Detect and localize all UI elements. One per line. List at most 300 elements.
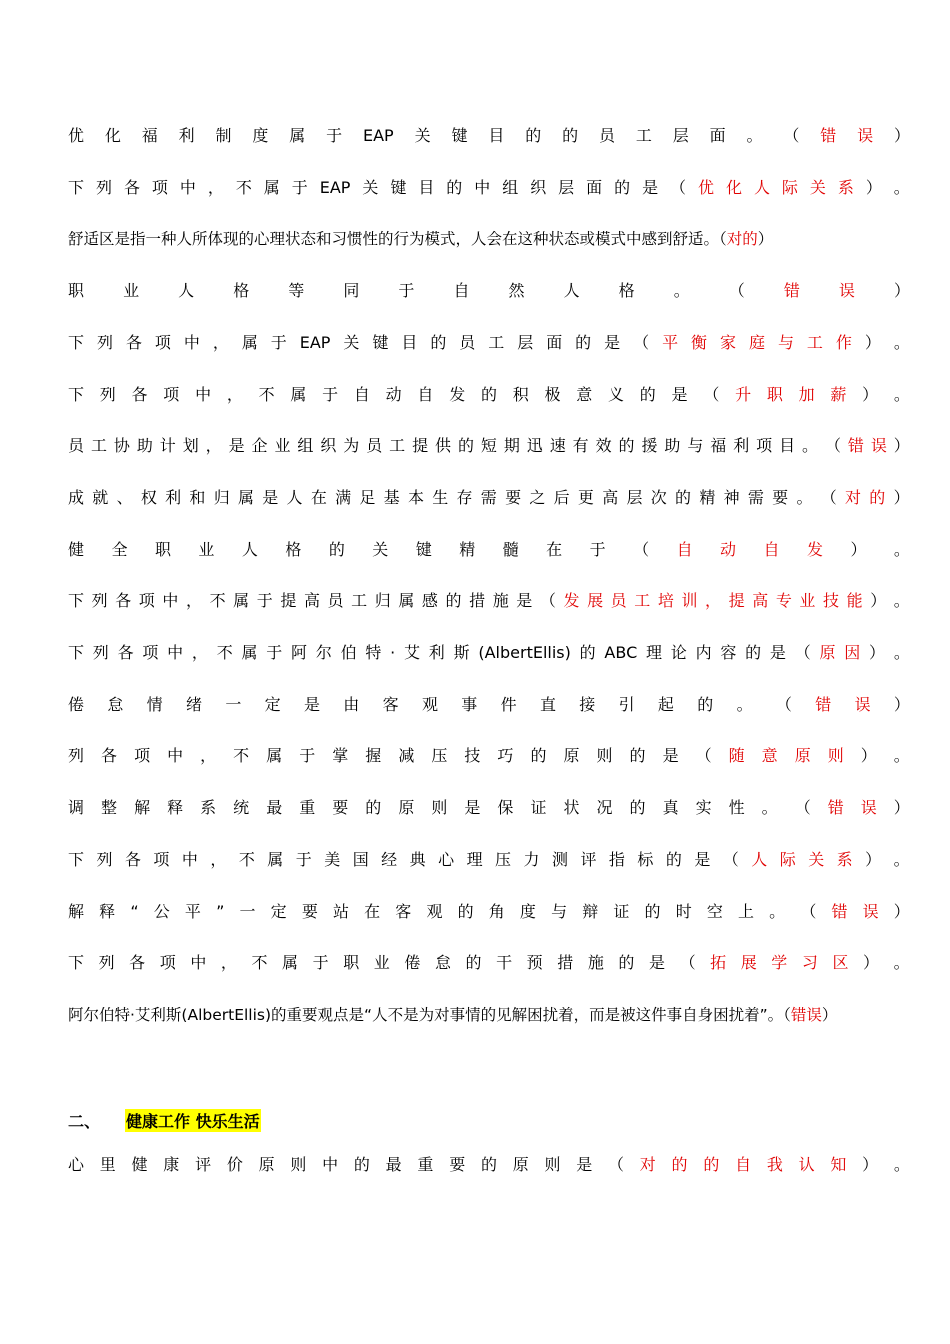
question-char: 下: [68, 384, 85, 404]
question-char: 的: [618, 953, 635, 973]
question-char: 是: [516, 591, 533, 611]
question-char: 的: [365, 798, 382, 818]
question-char: 福: [710, 436, 727, 456]
question-char: 职: [343, 953, 360, 973]
question-char: 属: [266, 746, 283, 766]
answer-char: 的: [671, 1155, 688, 1174]
question-char: 各: [117, 643, 134, 662]
question-char: 关: [414, 126, 431, 145]
question-char: 划: [182, 436, 199, 456]
question-char: 层: [558, 177, 575, 197]
question-char: 件: [500, 694, 517, 714]
question-char: 项: [134, 746, 151, 766]
answer-char: 发: [806, 539, 823, 559]
answer-char: 作: [835, 332, 852, 352]
answer-char: 意: [761, 746, 778, 766]
question-char: 高: [602, 487, 619, 507]
question-char: 原: [512, 1155, 529, 1174]
question-char: 的: [644, 901, 661, 921]
answer-char: 培: [657, 591, 674, 611]
question-char: 措: [469, 591, 486, 611]
question-char: 提: [412, 436, 429, 456]
answer-char: 错: [815, 694, 832, 714]
question-char: 中: [181, 849, 198, 869]
question-char: 尔: [315, 643, 332, 662]
question-char: 引: [618, 694, 635, 714]
answer-char: 则: [827, 746, 844, 766]
answer-char: 原: [819, 643, 836, 662]
question-char: 需: [480, 487, 497, 507]
question-char: 计: [159, 436, 176, 456]
question-char: 化: [104, 126, 121, 145]
question-char: 不: [235, 177, 252, 197]
question-char: 的: [430, 332, 447, 352]
question-char: ）: [869, 643, 886, 662]
answer-char: 因: [844, 643, 861, 662]
question-char: 中: [195, 384, 212, 404]
question-char: 各: [129, 953, 146, 973]
question-char: 效: [595, 436, 612, 456]
question-char: 倦: [68, 694, 85, 714]
question-char: 是: [671, 384, 688, 404]
question-char: 时: [675, 901, 692, 921]
question-char: 的: [562, 126, 579, 145]
answer-char: 系: [837, 177, 854, 197]
question-char: 面: [546, 332, 563, 352]
question-char: 员: [598, 126, 615, 145]
question-char: 。: [893, 1155, 910, 1174]
question-line: [68, 741, 910, 771]
question-char: 键: [390, 177, 407, 197]
question-char: 要: [449, 1155, 466, 1174]
question-char: 项: [163, 384, 180, 404]
answer-char: 工: [806, 332, 823, 352]
question-char: 工: [351, 591, 368, 611]
question-char: EAP: [299, 332, 331, 352]
question-char: 工: [389, 436, 406, 456]
question-char: 目: [418, 177, 435, 197]
answer-char: 自: [676, 539, 693, 559]
question-char: 职: [154, 539, 171, 559]
answer-char: 展: [740, 953, 757, 973]
question-char: 的: [745, 643, 762, 662]
question-char: 精: [699, 487, 716, 507]
question-char: 于: [266, 643, 283, 662]
question-char: 下: [68, 332, 85, 352]
question-char: 列: [68, 746, 85, 766]
question-char: 。: [673, 281, 690, 301]
question-char: 状: [563, 798, 580, 818]
question-char: 施: [587, 953, 604, 973]
question-char: 在: [364, 901, 381, 921]
question-char: 典: [409, 849, 426, 869]
question-char: 。: [893, 384, 910, 404]
question-char: 于: [295, 849, 312, 869]
question-char: 。: [893, 332, 910, 352]
answer-char: ，: [705, 591, 722, 611]
question-char: 怠: [107, 694, 124, 714]
question-char: 工: [488, 332, 505, 352]
question-char: ，: [200, 746, 217, 766]
question-char: 的: [480, 1155, 497, 1174]
question-char: 理: [466, 849, 483, 869]
question-char: EAP: [319, 177, 351, 197]
question-char: 关: [343, 332, 360, 352]
question-char: 不: [238, 849, 255, 869]
question-char: 重: [417, 1155, 434, 1174]
question-char: 利: [428, 643, 445, 662]
question-char: 的: [465, 953, 482, 973]
question-char: 次: [650, 487, 667, 507]
question-char: 客: [382, 694, 399, 714]
question-char: 不: [233, 746, 250, 766]
question-char: ，: [185, 591, 202, 611]
question-line: [68, 173, 910, 203]
question-char: 在: [310, 487, 327, 507]
question-char: 重: [299, 798, 316, 818]
question-char: 项: [142, 643, 159, 662]
answer-char: 展: [587, 591, 604, 611]
question-char: 中: [179, 177, 196, 197]
question-char: 的: [353, 1155, 370, 1174]
question-char: 归: [374, 591, 391, 611]
question-char: 成: [68, 487, 85, 507]
answer-char: 能: [846, 591, 863, 611]
question-char: 标: [637, 849, 654, 869]
question-char: 人: [178, 281, 195, 301]
question-char: 提: [280, 591, 297, 611]
question-char: 列: [96, 332, 113, 352]
question-char: 目: [779, 436, 796, 456]
question-char: （: [695, 746, 712, 766]
question-char: 自: [353, 384, 370, 404]
question-char: 中: [162, 591, 179, 611]
question-char: 于: [299, 746, 316, 766]
question-char: 之: [529, 487, 546, 507]
question-char: 价: [226, 1155, 243, 1174]
answer-char: 化: [725, 177, 742, 197]
question-char: 列: [91, 591, 108, 611]
question-char: ）: [864, 332, 881, 352]
question-char: 。: [893, 539, 910, 559]
question-char: 业: [198, 539, 215, 559]
answer-char: 错: [820, 126, 837, 145]
question-char: 的: [525, 126, 542, 145]
question-char: 。: [769, 901, 786, 921]
question-char: （: [794, 798, 811, 818]
question-char: 归: [213, 487, 230, 507]
question-line: [68, 897, 910, 927]
question-char: （: [608, 1155, 625, 1174]
question-char: 下: [68, 643, 85, 662]
answer-char: 关: [809, 177, 826, 197]
question-char: 健: [68, 539, 85, 559]
question-char: 列: [99, 384, 116, 404]
question-char: 最: [385, 1155, 402, 1174]
question-char: 于: [322, 384, 339, 404]
question-char: （: [800, 901, 817, 921]
question-char: 性: [728, 798, 745, 818]
question-char: 接: [579, 694, 596, 714]
question-char: ，: [191, 643, 208, 662]
question-char: 是: [769, 643, 786, 662]
question-char: 期: [503, 436, 520, 456]
question-char: 的: [530, 746, 547, 766]
question-char: 的: [639, 384, 656, 404]
question-char: 情: [146, 694, 163, 714]
question-char: 属: [263, 177, 280, 197]
answer-char: 误: [862, 901, 879, 921]
answer-char: 人: [753, 177, 770, 197]
question-char: 原: [398, 798, 415, 818]
answer-char: 优: [698, 177, 715, 197]
question-line: [68, 431, 910, 461]
answer-char: 知: [830, 1155, 847, 1174]
question-char: 。: [893, 591, 910, 611]
question-char: 的: [575, 332, 592, 352]
question-char: 释: [99, 901, 116, 921]
question-char: 中: [190, 953, 207, 973]
answer-char: 误: [857, 126, 874, 145]
question-char: 论: [670, 643, 687, 662]
question-line: [68, 690, 910, 720]
question-char: 中: [474, 177, 491, 197]
question-char: （: [783, 126, 800, 145]
question-char: 评: [195, 1155, 212, 1174]
question-char: 属: [241, 643, 258, 662]
answer-char: 工: [634, 591, 651, 611]
question-char: 最: [266, 798, 283, 818]
question-char: 证: [613, 901, 630, 921]
question-char: 于: [270, 332, 287, 352]
question-char: 下: [68, 177, 85, 197]
answer-char: 加: [798, 384, 815, 404]
question-char: 阿: [291, 643, 308, 662]
question-line: [68, 638, 910, 668]
answer-char: 区: [832, 953, 849, 973]
answer-char: 习: [801, 953, 818, 973]
question-char: ）: [865, 849, 882, 869]
question-char: 关: [362, 177, 379, 197]
question-char: 美: [324, 849, 341, 869]
answer-char: 与: [777, 332, 794, 352]
question-char: 国: [352, 849, 369, 869]
question-char: 和: [189, 487, 206, 507]
question-char: 各: [115, 591, 132, 611]
question-char: 度: [519, 901, 536, 921]
question-char: 各: [123, 177, 140, 197]
question-char: 人: [241, 539, 258, 559]
question-char: 需: [747, 487, 764, 507]
question-char: 指: [608, 849, 625, 869]
answer-text: 对的: [726, 230, 758, 249]
question-char: 业: [274, 436, 291, 456]
question-char: （: [679, 953, 696, 973]
answer-char: 我: [766, 1155, 783, 1174]
question-char: 利: [165, 487, 182, 507]
question-char: 干: [496, 953, 513, 973]
question-char: 的: [629, 798, 646, 818]
question-line: [68, 793, 910, 823]
answer-char: 薪: [830, 384, 847, 404]
question-line: [68, 483, 910, 513]
question-line: [68, 380, 910, 410]
question-char: 员: [327, 591, 344, 611]
question-char: 空: [706, 901, 723, 921]
question-char: 织: [320, 436, 337, 456]
question-char: 列: [98, 953, 115, 973]
question-char: 要: [772, 487, 789, 507]
question-char: 技: [464, 746, 481, 766]
question-char: ）: [893, 694, 910, 714]
question-char: 项: [138, 591, 155, 611]
question-char: 积: [512, 384, 529, 404]
question-char: 的: [480, 384, 497, 404]
question-char: 的: [579, 643, 596, 662]
question-line: [68, 328, 910, 358]
question-char: ）: [893, 281, 910, 301]
question-char: 理: [646, 643, 663, 662]
question-char: 项: [153, 849, 170, 869]
question-char: 怠: [434, 953, 451, 973]
question-char: 解: [134, 798, 151, 818]
question-char: 评: [580, 849, 597, 869]
question-char: 证: [530, 798, 547, 818]
question-char: ）: [850, 539, 867, 559]
question-char: 释: [167, 798, 184, 818]
answer-char: 自: [735, 1155, 752, 1174]
question-char: 短: [480, 436, 497, 456]
question-char: 人: [563, 281, 580, 301]
question-char: 层: [517, 332, 534, 352]
question-char: ABC: [604, 643, 638, 662]
section-heading: [68, 1105, 261, 1135]
question-char: 权: [140, 487, 157, 507]
question-char: 工: [635, 126, 652, 145]
answer-char: 发: [563, 591, 580, 611]
question-char: 是: [694, 849, 711, 869]
question-char: 高: [303, 591, 320, 611]
question-char: 与: [687, 436, 704, 456]
question-char: 业: [373, 953, 390, 973]
answer-char: 衡: [691, 332, 708, 352]
question-char: 的: [618, 436, 635, 456]
question-char: 起: [657, 694, 674, 714]
question-char: （: [633, 539, 650, 559]
question-char: 的: [629, 746, 646, 766]
question-char: 各: [101, 746, 118, 766]
question-char: 企: [251, 436, 268, 456]
question-char: 平: [184, 901, 201, 921]
question-char: 施: [492, 591, 509, 611]
question-line: [68, 1150, 910, 1180]
question-char: 。: [893, 746, 910, 766]
closing-bracket: ）: [821, 1005, 838, 1024]
question-char: 于: [326, 126, 343, 145]
question-char: 员: [366, 436, 383, 456]
question-char: 要: [301, 901, 318, 921]
answer-char: 员: [610, 591, 627, 611]
question-char: 直: [539, 694, 556, 714]
question-char: 键: [451, 126, 468, 145]
question-char: 里: [99, 1155, 116, 1174]
answer-char: 平: [662, 332, 679, 352]
question-line: [68, 948, 910, 978]
question-char: 利: [178, 126, 195, 145]
question-char: 的: [446, 177, 463, 197]
question-char: （: [703, 384, 720, 404]
question-char: 的: [457, 436, 474, 456]
question-char: 各: [124, 849, 141, 869]
question-char: 观: [426, 901, 443, 921]
answer-char: 错: [827, 798, 844, 818]
question-char: 面: [709, 126, 726, 145]
question-char: 于: [398, 281, 415, 301]
question-char: 是: [642, 177, 659, 197]
question-char: 基: [383, 487, 400, 507]
question-char: 中: [167, 643, 184, 662]
question-char: 健: [131, 1155, 148, 1174]
question-char: 属: [241, 332, 258, 352]
question-char: 原: [563, 746, 580, 766]
question-line: [68, 845, 910, 875]
question-line: [68, 1000, 910, 1030]
question-char: 精: [459, 539, 476, 559]
question-char: （: [794, 643, 811, 662]
question-char: 义: [608, 384, 625, 404]
question-char: 格: [233, 281, 250, 301]
question-char: 项: [159, 953, 176, 973]
question-char: 巧: [497, 746, 514, 766]
question-line: [68, 535, 910, 565]
question-char: 况: [596, 798, 613, 818]
question-char: 度: [252, 126, 269, 145]
question-char: 意: [576, 384, 593, 404]
question-line: [68, 276, 910, 306]
question-char: 业: [123, 281, 140, 301]
question-char: （: [633, 332, 650, 352]
answer-char: 动: [720, 539, 737, 559]
question-char: 。: [746, 126, 763, 145]
question-char: 然: [508, 281, 525, 301]
question-char: （: [820, 487, 837, 507]
question-char: （: [670, 177, 687, 197]
question-char: 自: [417, 384, 434, 404]
question-char: 工: [90, 436, 107, 456]
question-char: （: [728, 281, 745, 301]
question-char: 员: [459, 332, 476, 352]
question-char: ）: [862, 1155, 879, 1174]
answer-char: 原: [794, 746, 811, 766]
question-char: 实: [695, 798, 712, 818]
section-title: 健康工作 快乐生活: [125, 1109, 261, 1132]
question-char: 属: [233, 591, 250, 611]
question-char: 组: [297, 436, 314, 456]
question-char: 感: [421, 591, 438, 611]
question-char: 的: [665, 849, 682, 869]
answer-char: 认: [798, 1155, 815, 1174]
answer-char: 庭: [748, 332, 765, 352]
answer-char: 关: [808, 849, 825, 869]
question-char: ）: [862, 384, 879, 404]
question-char: 站: [332, 901, 349, 921]
question-char: 力: [523, 849, 540, 869]
question-char: ）: [893, 436, 910, 456]
question-char: 真: [662, 798, 679, 818]
question-char: 发: [449, 384, 466, 404]
question-char: ）: [860, 746, 877, 766]
answer-char: 误: [854, 694, 871, 714]
